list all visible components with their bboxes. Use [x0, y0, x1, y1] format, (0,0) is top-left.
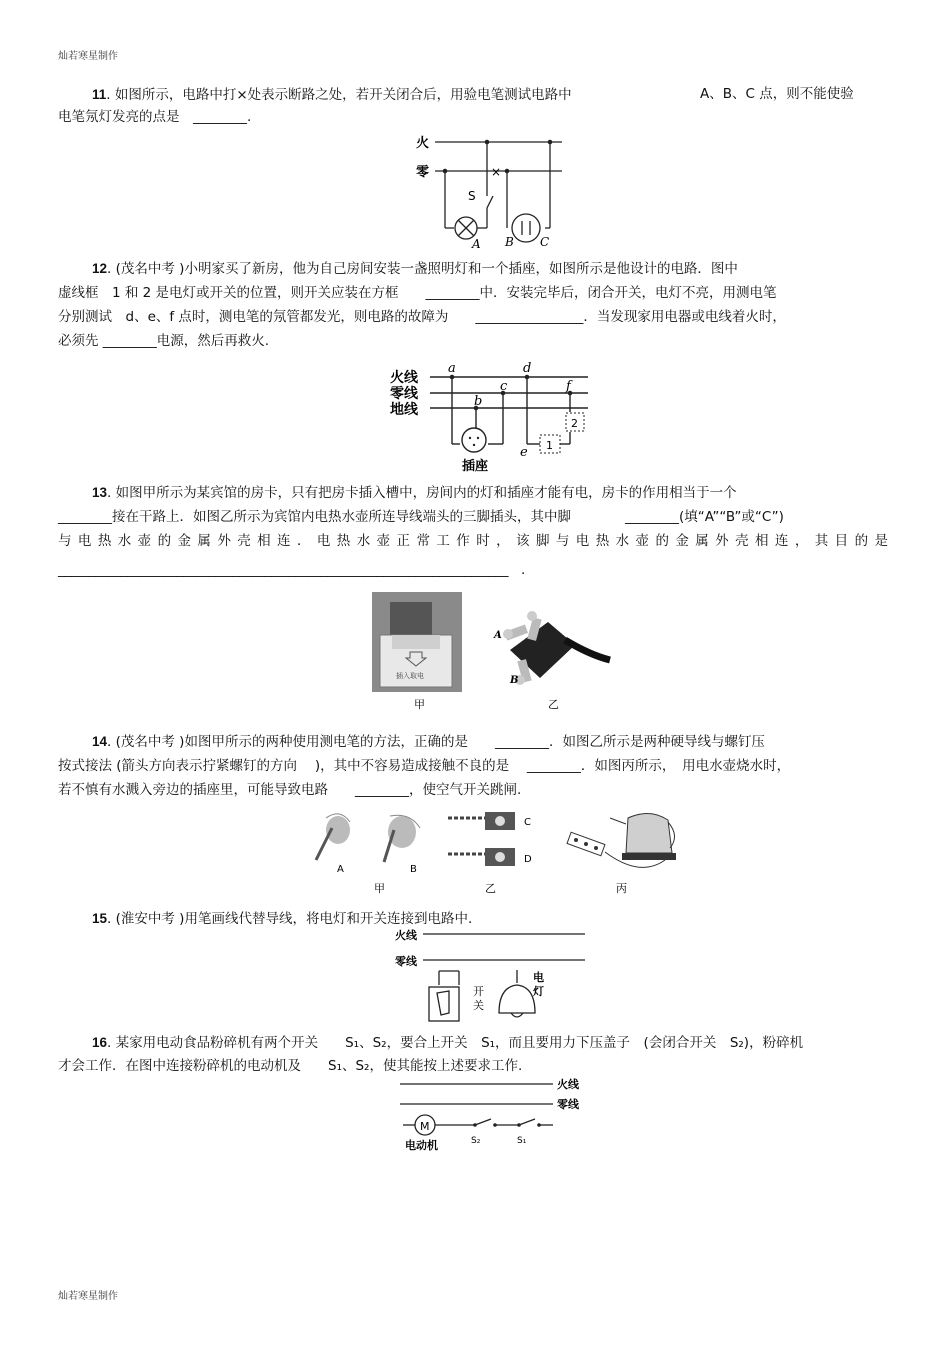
q15-text: . (淮安中考 )用笔画线代替导线，将电灯和开关连接到电路中.: [107, 911, 473, 927]
question-number: 12: [92, 261, 108, 276]
pin-a-label: A: [494, 630, 502, 641]
wire-screw-d: [448, 848, 515, 866]
figure-jia-label: 甲: [414, 698, 425, 711]
point-d-label: d: [523, 361, 532, 376]
q11-line1: . 如图所示，电路中打×处表示断路之处，若开关闭合后，用验电笔测试电路中: [106, 87, 572, 103]
point-c-label: c: [500, 379, 508, 394]
question-13: [58, 480, 922, 506]
point-b-label: b: [474, 394, 483, 409]
live-wire-label: 火线: [395, 929, 417, 942]
point-b-label: B: [505, 235, 514, 249]
ground-wire-label: 地线: [390, 402, 418, 418]
q11-points: A、B、C 点，则不能使验: [700, 86, 854, 102]
q13-line3: 与电热水壶的金属外壳相连．电热水壶正常工作时，该脚与电热水壶的金属外壳相连，其目的是: [58, 533, 888, 549]
box-2-label: 2: [571, 417, 578, 430]
wire-screw-c: [448, 812, 515, 830]
pin-c-label: C: [560, 620, 568, 631]
figure-yi-label: 乙: [548, 698, 559, 711]
question-14: [58, 729, 922, 755]
live-wire-label: 火: [416, 136, 430, 151]
q14-line3: 若不慎有水溅入旁边的插座里，可能导致电路 ________，使空气开关跳闸.: [58, 782, 522, 798]
break-mark: ×: [491, 165, 502, 179]
motor-symbol-label: M: [420, 1120, 430, 1133]
method-a-label: A: [337, 864, 344, 875]
q11-line2: 电笔氖灯发亮的点是 ________.: [58, 109, 252, 125]
page-footer: 灿若寒星制作: [58, 1291, 118, 1302]
q13-line4: ________________________________________________________________________ .: [58, 562, 525, 578]
q12-line3: 分别测试 d、e、f 点时，测电笔的氖管都发光，则电路的故障为 ________________．当发现家用电器或电线着火时，: [58, 309, 786, 325]
question-number: 15: [92, 911, 108, 926]
kettle-and-power-strip: [567, 813, 676, 867]
question-12: [58, 256, 922, 282]
socket-label: 插座: [462, 459, 489, 474]
q12-circuit-figure: [390, 360, 600, 475]
q16-circuit-figure: [395, 1075, 595, 1155]
point-e-label: e: [520, 445, 528, 460]
live-wire-label: 火线: [557, 1078, 579, 1091]
neutral-wire-label: 零线: [557, 1098, 579, 1111]
card-slot-label: 插入取电: [396, 672, 424, 680]
q15-circuit-figure: [395, 925, 590, 1025]
lamp-label-2: 灯: [533, 985, 544, 998]
figure-bing-label: 丙: [616, 882, 627, 895]
point-c-label: C: [540, 235, 550, 249]
figure-jia-label: 甲: [374, 882, 385, 895]
method-b-label: B: [410, 864, 417, 875]
neutral-wire-label: 零线: [390, 386, 418, 402]
switch-label: S: [468, 189, 476, 203]
q16-line2: 才会工作．在图中连接粉碎机的电动机及 S₁、S₂，使其能按上述要求工作.: [58, 1058, 523, 1074]
question-16: [58, 1030, 922, 1056]
neutral-wire-label: 零线: [395, 955, 417, 968]
pin-b-label: B: [510, 675, 519, 686]
connection-c-label: C: [524, 817, 531, 828]
hand-holding-pen-b: [384, 815, 420, 862]
live-wire-label: 火线: [390, 370, 418, 386]
figure-yi-label: 乙: [485, 882, 496, 895]
q13-line1: . 如图甲所示为某宾馆的房卡，只有把房卡插入槽中，房间内的灯和插座才能有电，房卡的作用相当于一个: [107, 485, 737, 501]
question-number: 14: [92, 734, 108, 749]
q14-line1: . (茂名中考 )如图甲所示的两种使用测电笔的方法，正确的是 ________．如图乙所示是两种硬导线与螺钉压: [107, 734, 765, 750]
question-number: 11: [92, 87, 107, 102]
q13-figure: [370, 590, 620, 715]
question-number: 13: [92, 485, 108, 500]
box-1-label: 1: [546, 439, 553, 452]
motor-label: 电动机: [405, 1139, 438, 1152]
q16-line1: . 某家用电动食品粉碎机有两个开关 S₁、S₂，要合上开关 S₁，而且要用力下压盖子 (会闭合开关 S₂)，粉碎机: [107, 1035, 804, 1051]
point-f-label: f: [566, 379, 571, 394]
q11-circuit-figure: [410, 128, 570, 250]
switch-s2-label: S₂: [471, 1136, 481, 1146]
connection-d-label: D: [524, 854, 532, 865]
point-a-label: A: [472, 237, 481, 251]
switch-label-1: 开: [473, 985, 484, 998]
q14-line2: 按式接法 (箭头方向表示拧紧螺钉的方向 )，其中不容易造成接触不良的是 ________．如图丙所示， 用电水壶烧水时，: [58, 758, 791, 774]
page-header: 灿若寒星制作: [58, 51, 118, 62]
q14-figure: [310, 808, 680, 900]
q12-line1: . (茂名中考 )小明家买了新房，他为自己房间安装一盏照明灯和一个插座，如图所示是他设计的电路．图中: [107, 261, 738, 277]
switch-s1-label: S₁: [517, 1136, 527, 1146]
q13-line2: ________接在干路上．如图乙所示为宾馆内电热水壶所连导线端头的三脚插头，其中脚 ________(填“A”“B”或“C”): [58, 509, 784, 525]
q12-line4: 必须先 ________电源，然后再救火.: [58, 333, 270, 349]
question-number: 16: [92, 1035, 108, 1050]
q12-line2: 虚线框 1 和 2 是电灯或开关的位置，则开关应装在方框 ________中．安装完毕后，闭合开关，电灯不亮，用测电笔: [58, 285, 777, 301]
lamp-label-1: 电: [533, 971, 544, 984]
switch-label-2: 关: [473, 999, 484, 1012]
three-pin-plug-photo: [503, 611, 610, 685]
neutral-wire-label: 零: [416, 165, 430, 180]
point-a-label: a: [448, 361, 456, 376]
hand-holding-pen-a: [316, 814, 350, 860]
